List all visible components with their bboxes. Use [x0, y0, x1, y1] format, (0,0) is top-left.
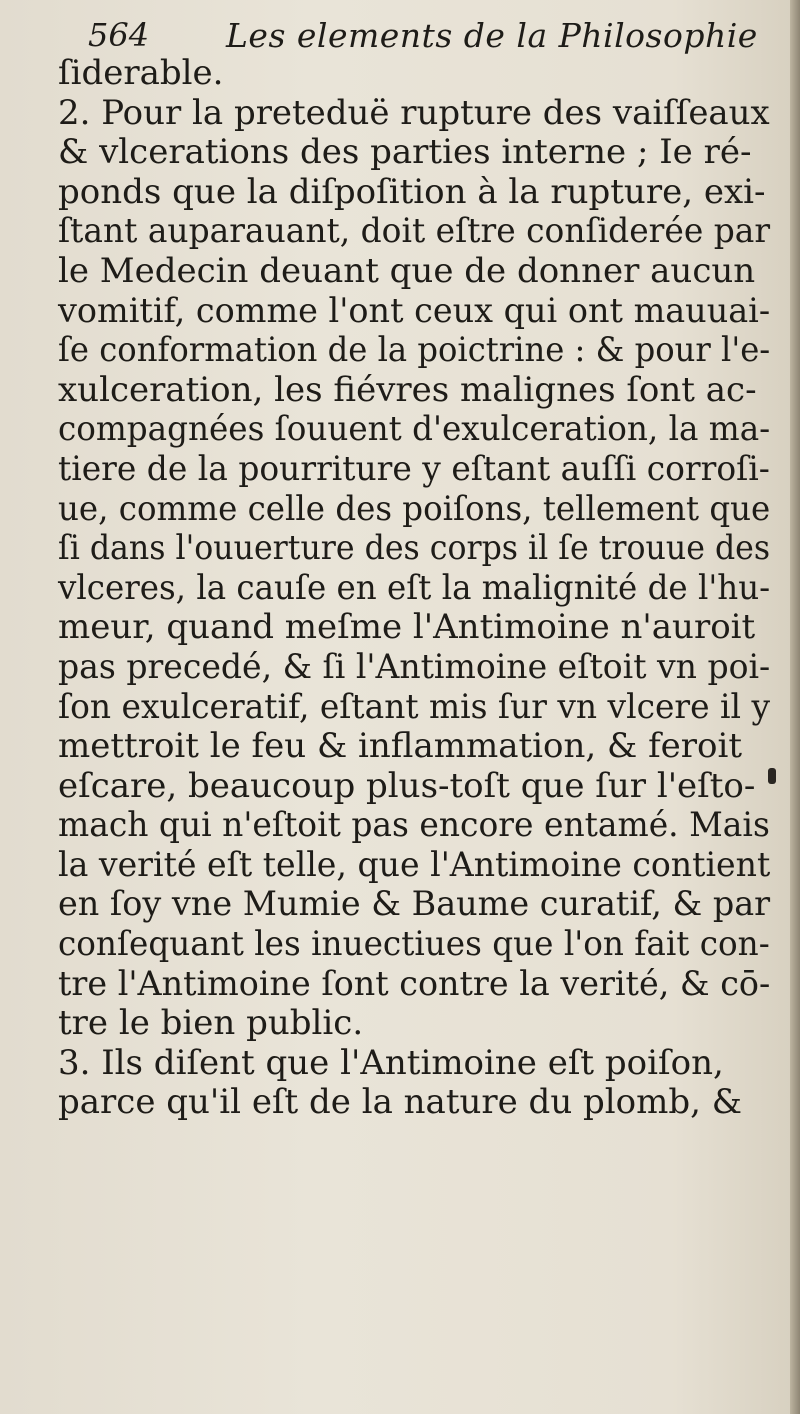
text-line: ſe conformation de la poictrine : & pour l'e- — [58, 330, 771, 371]
text-line: ſi dans l'ouuerture des corps il ſe trouue des — [58, 528, 771, 569]
text-line: & vlcerations des parties interne ; Ie ré- — [58, 132, 752, 173]
text-line: ſon exulceratif, eſtant mis ſur vn vlcere il y — [58, 686, 771, 727]
text-line: mach qui n'eſtoit pas encore entamé. Mais — [58, 805, 770, 846]
text-line: parce qu'il eſt de la nature du plomb, & — [58, 1082, 743, 1123]
text-line: ſtant auparauant, doit eſtre conſiderée par — [58, 211, 771, 252]
text-line: 3. Ils diſent que l'Antimoine eſt poiſon, — [58, 1042, 724, 1083]
text-line: vomitif, comme l'ont ceux qui ont mauuai- — [58, 290, 771, 331]
text-line: tre le bien public. — [58, 1003, 364, 1044]
ink-bleed-mark — [768, 768, 776, 784]
text-line: ponds que la diſpoſition à la rupture, exi- — [58, 171, 766, 212]
text-line: en ſoy vne Mumie & Baume curatif, & par — [58, 884, 771, 925]
text-line: tiere de la pourriture y eſtant auſſi corroſi- — [58, 448, 770, 489]
text-line: conſequant les inuectiues que l'on fait con- — [58, 924, 770, 965]
text-line: la verité eſt telle, que l'Antimoine contient — [58, 844, 771, 885]
running-title: Les elements de la Philosophie — [226, 16, 758, 55]
page-header — [88, 10, 768, 58]
text-line: ue, comme celle des poiſons, tellement que — [58, 488, 771, 529]
text-line: ſiderable. — [58, 53, 224, 93]
body-text — [58, 54, 778, 1123]
text-line: mettroit le feu & inflammation, & feroit — [58, 726, 743, 767]
text-line: le Medecin deuant que de donner aucun — [58, 250, 756, 291]
page-number: 564 — [88, 16, 150, 54]
text-line: compagnées ſouuent d'exulceration, la ma- — [58, 409, 771, 450]
text-line: vlceres, la cauſe en eſt la malignité de l'hu- — [58, 567, 771, 608]
text-line: eſcare, beaucoup plus-toſt que ſur l'eſto- — [58, 765, 756, 806]
text-line: xulceration, les fiévres malignes ſont ac- — [58, 369, 757, 410]
text-line: tre l'Antimoine ſont contre la verité, & cō- — [58, 963, 771, 1004]
text-line: 2. Pour la preteduë rupture des vaiſſeaux — [58, 92, 770, 133]
text-line: pas precedé, & ſi l'Antimoine eſtoit vn poi- — [58, 646, 771, 687]
text-line: meur, quand meſme l'Antimoine n'auroit — [58, 607, 756, 648]
page-edge-shadow — [790, 0, 800, 1414]
